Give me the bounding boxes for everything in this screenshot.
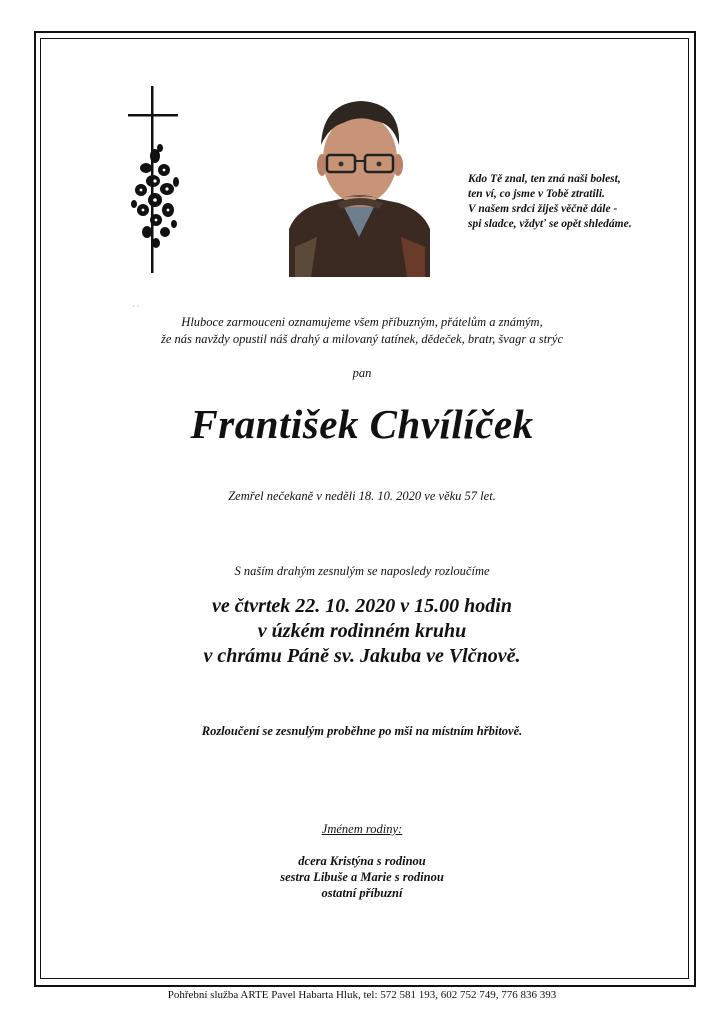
portrait-photo <box>289 97 430 277</box>
poem <box>468 172 688 232</box>
ceremony-line: ve čtvrtek 22. 10. 2020 v 15.00 hodin <box>212 595 512 617</box>
deceased-name: František Chvílíček <box>190 401 534 447</box>
scan-speck: · · <box>132 302 140 311</box>
family-line: dcera Kristýna s rodinou <box>298 854 426 868</box>
intro-line: že nás navždy opustil náš drahý a milovaný tatínek, dědeček, bratr, švagr a strýc <box>160 332 563 346</box>
announcement-intro <box>0 314 724 348</box>
ceremony-line: v úzkém rodinném kruhu <box>257 620 467 642</box>
family-line: ostatní příbuzní <box>321 886 403 900</box>
cemetery-note: Rozloučení se zesnulým proběhne po mši na místním hřbitově. <box>201 724 523 738</box>
title-prefix: pan <box>352 366 372 380</box>
death-notice: Zemřel nečekaně v neděli 18. 10. 2020 ve věku 57 let. <box>228 489 496 503</box>
poem-line: V našem srdci žiješ věčně dále - <box>468 203 618 215</box>
family-line: sestra Libuše a Marie s rodinou <box>280 870 444 884</box>
poem-line: Kdo Tě znal, ten zná naši bolest, <box>468 173 621 185</box>
farewell-intro: S naším drahým zesnulým se naposledy rozloučíme <box>234 564 490 578</box>
poem-line: spi sladce, vždyť se opět shledáme. <box>468 218 632 230</box>
cross-with-flowers-icon <box>122 86 192 276</box>
funeral-service-footer: Pohřební služba ARTE Pavel Habarta Hluk, tel: 572 581 193, 602 752 749, 776 836 393 <box>167 989 557 1001</box>
family-list <box>0 853 724 901</box>
intro-line: Hluboce zarmouceni oznamujeme všem příbuzným, přátelům a známým, <box>181 315 543 329</box>
ceremony-line: v chrámu Páně sv. Jakuba ve Vlčnově. <box>203 645 521 667</box>
poem-line: ten ví, co jsme v Tobě ztratili. <box>468 188 605 200</box>
family-heading-text: Jménem rodiny: <box>321 822 403 836</box>
ceremony-details <box>0 594 724 669</box>
family-heading <box>0 822 724 837</box>
